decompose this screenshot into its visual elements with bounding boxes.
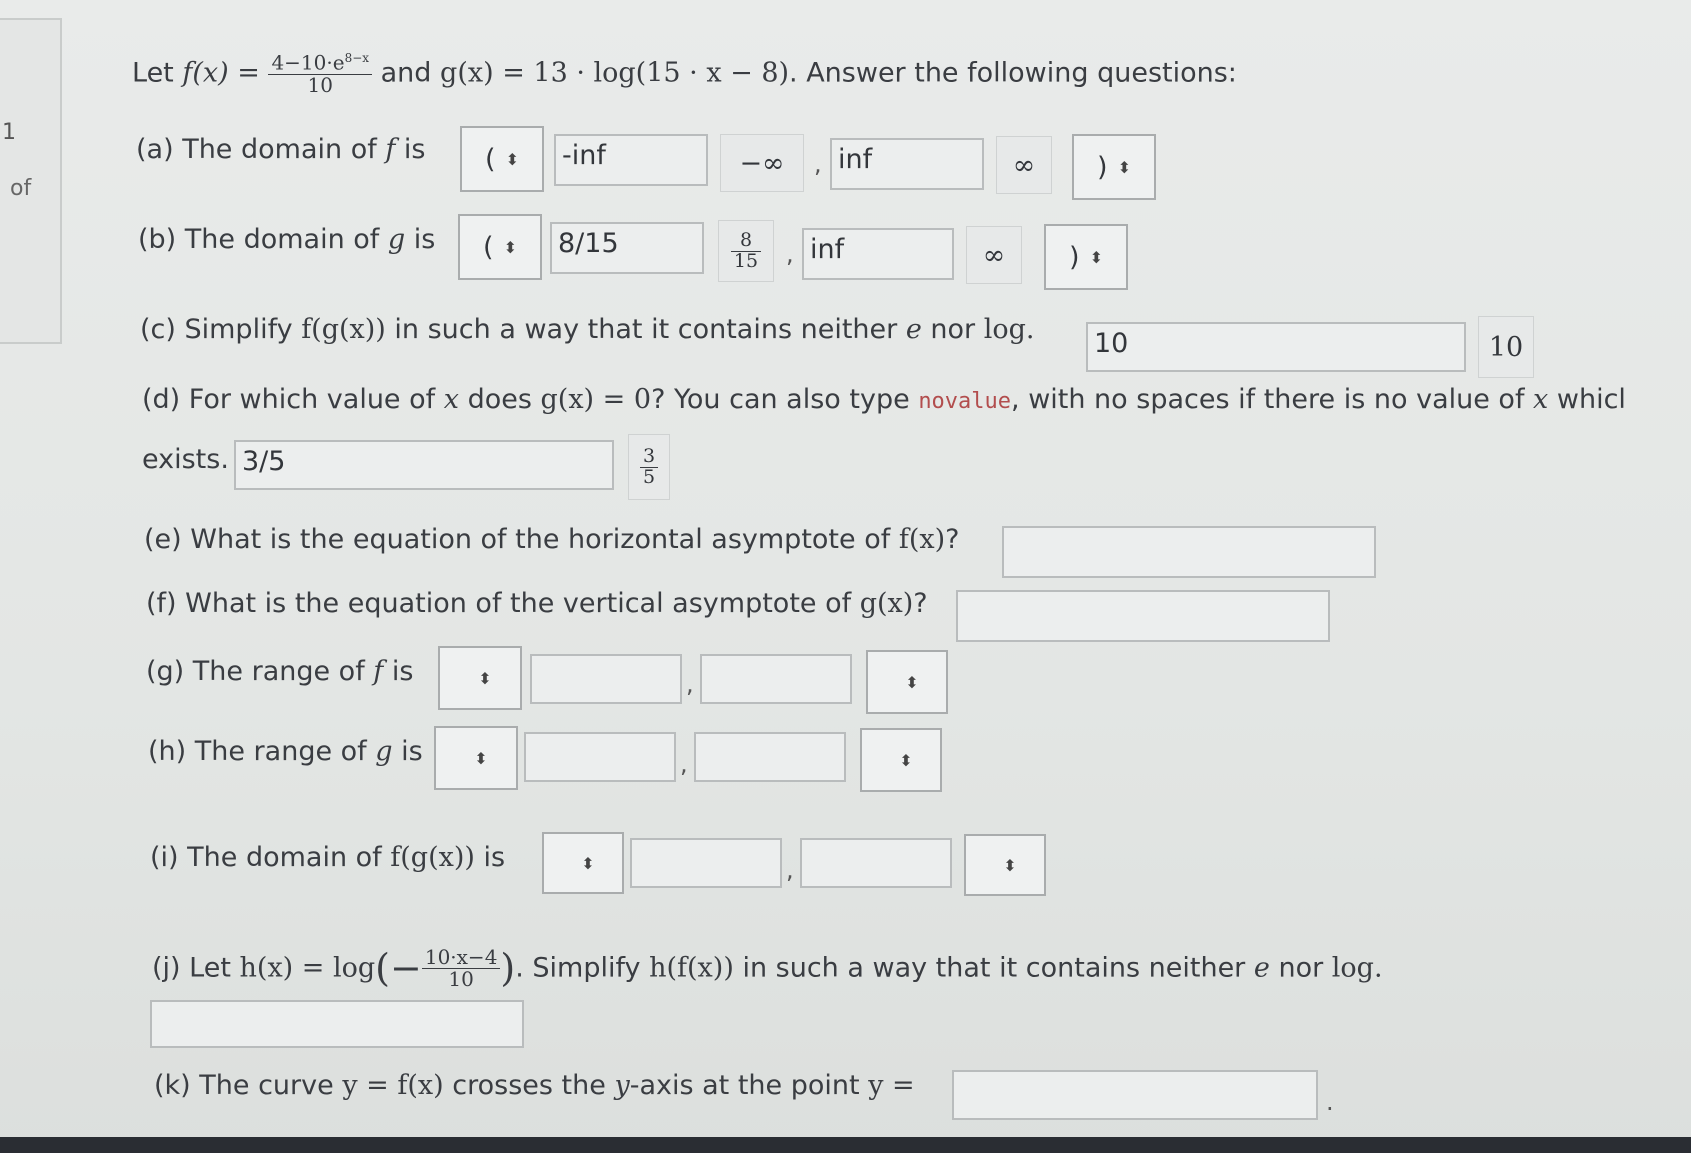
question-d-label: (d) For which value of x does g(x) = 0? You can also type novalue, with no spaces if there is no value of x whicl <box>142 384 1626 415</box>
updown-icon: ⬍ <box>503 237 517 257</box>
c-preview: 10 <box>1478 316 1534 378</box>
j-answer-input[interactable] <box>150 1000 524 1048</box>
updown-icon: ⬍ <box>1117 157 1131 177</box>
a-left-value-input[interactable]: -inf <box>554 134 708 186</box>
b-left-preview: $\frac{8}{15}$ <box>718 220 774 282</box>
h-left-bracket-select[interactable] <box>434 726 518 790</box>
updown-icon: ⬍ <box>905 672 919 692</box>
question-b-label: (b) The domain of g is <box>138 224 436 255</box>
f-fraction: $\frac{4-10\cdot e^{8-x}}{10}$ <box>268 52 372 96</box>
question-h-label: (h) The range of g is <box>148 736 423 767</box>
updown-icon: ⬍ <box>899 750 913 770</box>
b-left-value-input[interactable]: 8/15 <box>550 222 704 274</box>
d-preview: $\frac{3}{5}$ <box>628 434 670 500</box>
h-right-value-input[interactable] <box>694 732 846 782</box>
bottom-bar <box>0 1137 1691 1153</box>
c-answer-input[interactable]: 10 <box>1086 322 1466 372</box>
i-left-bracket-select[interactable] <box>542 832 624 894</box>
updown-icon: ⬍ <box>474 748 488 768</box>
left-panel-number: 1 <box>2 120 16 145</box>
page: 1 of Let f(x) = $\frac{4-10\cdot e^{8-x}}{10}$ and g(x) = 13 · log(15 · x − 8). Answer the following questions: (a) The domain of f is ( ⬍ -inf −∞ , inf ∞ ) ⬍ (b) The domain of g is ( ⬍ 8/15 $\frac{8}{15}$ , inf ∞ ) ⬍ (c) Simplify f(g(x)) in such a way that it contains neither e nor log. 10 10 (d) For which value of x does g(x) = 0? You can also type novalue, with no spaces if there is no value of x whicl exists. 3/5 $\frac{3}{5}$ (e) What is the equation of the horizontal asymptote of f(x)? (f) What is the equation of the vertical asymptote of g(x)? (g) The range of f is ⬍ , ⬍ (h) The range of g is ⬍ , ⬍ (i) The domain of f(g(x)) is ⬍ , ⬍ (j) Let h(x) = log(− $\frac{10\cdot x-4}{10}$ ). Simplify h(f(x)) in such a way that it contains neither e nor log. (k) The curve y = f(x) crosses the y-axis at the point y = . <box>0 0 1691 1153</box>
a-right-preview: ∞ <box>996 136 1052 194</box>
b-right-value-input[interactable]: inf <box>802 228 954 280</box>
g-left-bracket-select[interactable] <box>438 646 522 710</box>
b-left-bracket-select[interactable]: ( ⬍ <box>458 214 542 280</box>
i-left-value-input[interactable] <box>630 838 782 888</box>
left-panel-of: of <box>10 176 32 201</box>
h-left-value-input[interactable] <box>524 732 676 782</box>
question-d-exists: exists. <box>142 444 229 475</box>
question-e-label: (e) What is the equation of the horizontal asymptote of f(x)? <box>144 524 960 555</box>
updown-icon: ⬍ <box>478 668 492 688</box>
f-answer-input[interactable] <box>956 590 1330 642</box>
question-c-label: (c) Simplify f(g(x)) in such a way that it contains neither e nor log. <box>140 314 1035 345</box>
a-right-bracket-select[interactable]: ) ⬍ <box>1072 134 1156 200</box>
question-g-label: (g) The range of f is <box>146 656 414 687</box>
question-a-label: (a) The domain of f is <box>136 134 426 165</box>
b-right-bracket-select[interactable]: ) ⬍ <box>1044 224 1128 290</box>
a-right-value-input[interactable]: inf <box>830 138 984 190</box>
question-k-label: (k) The curve y = f(x) crosses the y-axis at the point y = <box>154 1070 915 1101</box>
question-i-label: (i) The domain of f(g(x)) is <box>150 842 506 873</box>
g-right-value-input[interactable] <box>700 654 852 704</box>
intro-line: Let f(x) = $\frac{4-10\cdot e^{8-x}}{10}$ and g(x) = 13 · log(15 · x − 8). Answer the following questions: <box>132 50 1237 97</box>
a-left-bracket-select[interactable]: ( ⬍ <box>460 126 544 192</box>
a-left-preview: −∞ <box>720 134 804 192</box>
question-f-label: (f) What is the equation of the vertical asymptote of g(x)? <box>146 588 928 619</box>
i-right-value-input[interactable] <box>800 838 952 888</box>
d-answer-input[interactable]: 3/5 <box>234 440 614 490</box>
updown-icon: ⬍ <box>1003 855 1017 875</box>
i-right-bracket-select[interactable] <box>964 834 1046 896</box>
e-answer-input[interactable] <box>1002 526 1376 578</box>
j-fraction: $\frac{10\cdot x-4}{10}$ <box>422 947 501 990</box>
b-right-preview: ∞ <box>966 226 1022 284</box>
k-answer-input[interactable] <box>952 1070 1318 1120</box>
g-right-bracket-select[interactable] <box>866 650 948 714</box>
updown-icon: ⬍ <box>505 149 519 169</box>
updown-icon: ⬍ <box>1089 247 1103 267</box>
question-j-label: (j) Let h(x) = log(− $\frac{10\cdot x-4}{10}$ ). Simplify h(f(x)) in such a way that it contains neither e nor log. <box>152 945 1383 992</box>
g-left-value-input[interactable] <box>530 654 682 704</box>
h-right-bracket-select[interactable] <box>860 728 942 792</box>
updown-icon: ⬍ <box>581 853 595 873</box>
